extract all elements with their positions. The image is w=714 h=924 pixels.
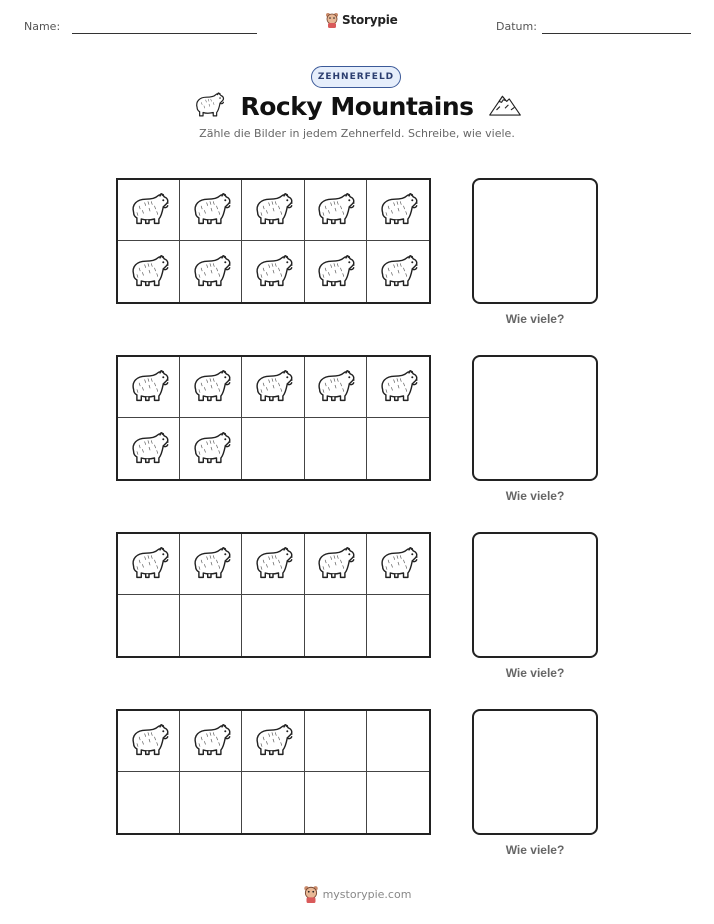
ten-frame-cell xyxy=(118,180,180,241)
ten-frame-cell xyxy=(305,418,367,479)
bear-icon xyxy=(313,544,357,584)
answer-label-4: Wie viele? xyxy=(505,843,565,857)
ten-frame-cell xyxy=(242,180,304,241)
date-line[interactable] xyxy=(542,33,691,34)
mountain-icon xyxy=(488,91,522,121)
ten-frame-cell xyxy=(242,418,304,479)
bear-icon xyxy=(189,190,233,230)
ten-frame-cell xyxy=(305,180,367,241)
ten-frame-cell xyxy=(367,241,429,302)
ten-frame-cell xyxy=(305,241,367,302)
brand-logo xyxy=(325,12,398,28)
ten-frame-cell xyxy=(242,534,304,595)
bear-icon xyxy=(127,721,171,761)
name-label: Name: xyxy=(24,20,61,33)
ten-frame-cell xyxy=(367,180,429,241)
bear-icon xyxy=(313,367,357,407)
ten-frame-cell xyxy=(367,534,429,595)
ten-frame-cell xyxy=(242,772,304,833)
footer xyxy=(0,885,714,903)
ten-frame-cell xyxy=(242,241,304,302)
ten-frame-cell xyxy=(305,595,367,656)
ten-frame-cell xyxy=(367,357,429,418)
ten-frame-cell xyxy=(180,772,242,833)
bear-icon xyxy=(189,367,233,407)
page-title: Rocky Mountains xyxy=(240,91,474,121)
bear-icon xyxy=(127,367,171,407)
ten-frame-cell xyxy=(305,357,367,418)
bear-icon xyxy=(127,252,171,292)
ten-frame-cell xyxy=(118,241,180,302)
ten-frame-cell xyxy=(180,357,242,418)
answer-box-1[interactable] xyxy=(472,178,598,304)
date-label: Datum: xyxy=(496,20,537,33)
ten-frame-cell xyxy=(180,241,242,302)
answer-label-1: Wie viele? xyxy=(505,312,565,326)
bear-icon xyxy=(189,429,233,469)
ten-frame-cell xyxy=(367,418,429,479)
ten-frame-cell xyxy=(180,595,242,656)
bear-icon xyxy=(127,429,171,469)
ten-frame-cell xyxy=(180,534,242,595)
name-line[interactable] xyxy=(72,33,257,34)
bear-icon xyxy=(189,721,233,761)
bear-icon xyxy=(313,190,357,230)
bear-icon xyxy=(376,367,420,407)
ten-frame-cell xyxy=(367,711,429,772)
worksheet-type-badge: ZEHNERFELD xyxy=(311,66,401,88)
ten-frame-4 xyxy=(116,709,431,835)
bear-icon xyxy=(251,190,295,230)
brand-name: Storypie xyxy=(342,13,398,27)
ten-frame-cell xyxy=(367,772,429,833)
footer-url: mystorypie.com xyxy=(322,887,412,901)
answer-box-2[interactable] xyxy=(472,355,598,481)
ten-frame-cell xyxy=(118,711,180,772)
ten-frame-cell xyxy=(118,772,180,833)
ten-frame-cell xyxy=(180,180,242,241)
ten-frame-cell xyxy=(118,534,180,595)
ten-frame-cell xyxy=(118,418,180,479)
title-row xyxy=(0,90,714,122)
ten-frame-cell xyxy=(305,772,367,833)
bear-icon xyxy=(189,252,233,292)
ten-frame-2 xyxy=(116,355,431,481)
answer-label-2: Wie viele? xyxy=(505,489,565,503)
bear-icon xyxy=(251,721,295,761)
bear-icon xyxy=(376,190,420,230)
answer-box-4[interactable] xyxy=(472,709,598,835)
ten-frame-cell xyxy=(305,711,367,772)
bear-icon xyxy=(313,252,357,292)
bear-icon xyxy=(251,544,295,584)
ten-frame-cell xyxy=(118,595,180,656)
ten-frame-cell xyxy=(180,418,242,479)
bear-icon xyxy=(376,252,420,292)
instructions: Zähle die Bilder in jedem Zehnerfeld. Schreibe, wie viele. xyxy=(199,127,515,140)
storypie-mascot-icon xyxy=(325,12,339,28)
bear-icon xyxy=(251,252,295,292)
bear-icon xyxy=(189,544,233,584)
bear-icon xyxy=(192,90,226,122)
ten-frame-cell xyxy=(305,534,367,595)
answer-label-3: Wie viele? xyxy=(505,666,565,680)
bear-icon xyxy=(376,544,420,584)
ten-frame-1 xyxy=(116,178,431,304)
ten-frame-cell xyxy=(242,711,304,772)
ten-frame-3 xyxy=(116,532,431,658)
bear-icon xyxy=(127,544,171,584)
ten-frame-cell xyxy=(118,357,180,418)
storypie-mascot-icon xyxy=(303,885,319,903)
answer-box-3[interactable] xyxy=(472,532,598,658)
ten-frame-cell xyxy=(242,357,304,418)
bear-icon xyxy=(127,190,171,230)
bear-icon xyxy=(251,367,295,407)
ten-frame-cell xyxy=(180,711,242,772)
ten-frame-cell xyxy=(367,595,429,656)
ten-frame-cell xyxy=(242,595,304,656)
